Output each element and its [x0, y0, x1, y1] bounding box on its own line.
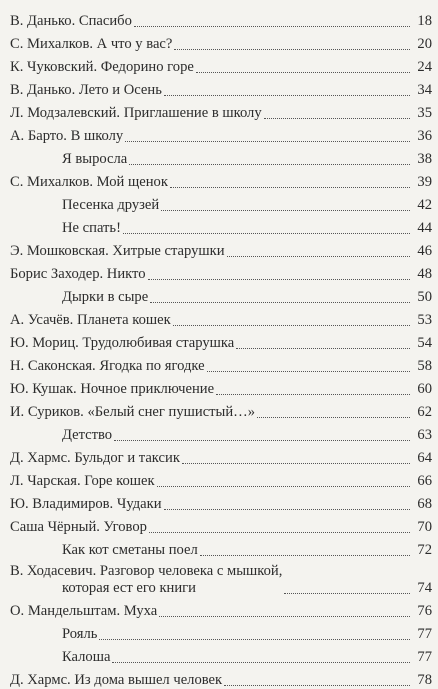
toc-entry-page-number: 62 — [417, 404, 432, 420]
toc-entry — [10, 329, 432, 352]
dot-leader — [150, 302, 410, 303]
toc-entry-title: Рояль — [62, 626, 98, 642]
dot-leader — [196, 72, 410, 73]
dot-leader — [164, 95, 410, 96]
toc-entry-title-line1: В. Ходасевич. Разговор человека с мышкой, — [10, 563, 283, 579]
toc-entry-title: Как кот сметаны поел — [62, 542, 198, 558]
toc-entry-page-number: 76 — [417, 603, 432, 619]
toc-entry — [10, 145, 432, 168]
toc-entry-page-number: 46 — [417, 243, 432, 259]
toc-entry — [10, 191, 432, 214]
toc-entry — [10, 237, 432, 260]
toc-entry-title: В. Данько. Спасибо — [10, 13, 132, 29]
toc-entry — [10, 490, 432, 513]
toc-entry-title: Ю. Кушак. Ночное приключение — [10, 381, 215, 397]
dot-leader — [224, 685, 410, 686]
toc-entry-page-number: 60 — [417, 381, 432, 397]
dot-leader — [159, 616, 410, 617]
toc-entry-page-number: 36 — [417, 128, 432, 144]
toc-entry-page-number: 50 — [417, 289, 432, 305]
toc-entry-page-number: 68 — [417, 496, 432, 512]
toc-entry-page-number: 70 — [417, 519, 432, 535]
toc-entry-title: Н. Саконская. Ягодка по ягодке — [10, 358, 205, 374]
toc-entry — [10, 536, 432, 559]
toc-entry-title: А. Барто. В школу — [10, 128, 124, 144]
dot-leader — [125, 141, 410, 142]
toc-entry-title: И. Суриков. «Белый снег пушистый…» — [10, 404, 256, 420]
dot-leader — [182, 463, 410, 464]
dot-leader — [236, 348, 410, 349]
dot-leader — [123, 233, 410, 234]
dot-leader — [170, 187, 410, 188]
toc-entry — [10, 76, 432, 99]
toc-entry — [10, 559, 432, 597]
toc-entry — [10, 375, 432, 398]
dot-leader — [114, 440, 410, 441]
dot-leader — [134, 26, 410, 27]
toc-entry — [10, 398, 432, 421]
toc-entry — [10, 467, 432, 490]
toc-entry — [10, 352, 432, 375]
toc-entry-title: Ю. Владимиров. Чудаки — [10, 496, 162, 512]
toc-entry — [10, 260, 432, 283]
toc-entry — [10, 99, 432, 122]
dot-leader — [149, 532, 410, 533]
toc-entry-page-number: 20 — [417, 36, 432, 52]
toc-entry-title: А. Усачёв. Планета кошек — [10, 312, 171, 328]
toc-entry-title: Детство — [62, 427, 113, 443]
toc-entry-page-number: 66 — [417, 473, 432, 489]
toc-entry-title-line2: которая ест его книги — [62, 580, 196, 596]
toc-entry-title: Дырки в сыре — [62, 289, 149, 305]
toc-entry — [10, 7, 432, 30]
dot-leader — [148, 279, 410, 280]
dot-leader — [161, 210, 410, 211]
toc-entry — [10, 666, 432, 689]
dot-leader — [112, 662, 410, 663]
toc-entry-page-number: 44 — [417, 220, 432, 236]
toc-entry-title: Д. Хармс. Из дома вышел человек — [10, 672, 223, 688]
toc-entry — [10, 421, 432, 444]
dot-leader — [157, 486, 410, 487]
toc-entry-title: Д. Хармс. Бульдог и таксик — [10, 450, 180, 466]
toc-entry-page-number: 63 — [417, 427, 432, 443]
dot-leader — [164, 509, 410, 510]
toc-entry-title: С. Михалков. Мой щенок — [10, 174, 168, 190]
toc-entry-title: В. Данько. Лето и Осень — [10, 82, 162, 98]
toc-entry-page-number: 58 — [417, 358, 432, 374]
toc-entry — [10, 597, 432, 620]
toc-entry-title: Ю. Мориц. Трудолюбивая старушка — [10, 335, 235, 351]
toc-entry-title: Л. Чарская. Горе кошек — [10, 473, 155, 489]
dot-leader — [227, 256, 410, 257]
toc-entry — [10, 643, 432, 666]
toc-entry — [10, 168, 432, 191]
toc-entry-page-number: 42 — [417, 197, 432, 213]
toc-entry-title: К. Чуковский. Федорино горе — [10, 59, 194, 75]
toc-entry-title: Я выросла — [62, 151, 128, 167]
dot-leader — [284, 593, 410, 594]
toc-entry-page-number: 78 — [417, 672, 432, 688]
dot-leader — [264, 118, 410, 119]
dot-leader — [174, 49, 410, 50]
toc-entry-page-number: 74 — [417, 580, 432, 596]
toc-entry — [10, 444, 432, 467]
toc-entry-title: О. Мандельштам. Муха — [10, 603, 158, 619]
toc-entry-page-number: 48 — [417, 266, 432, 282]
dot-leader — [257, 417, 410, 418]
toc-entry — [10, 283, 432, 306]
toc-entry — [10, 122, 432, 145]
toc-entry — [10, 214, 432, 237]
toc-entry-title: Л. Модзалевский. Приглашение в школу — [10, 105, 262, 121]
toc-entry-page-number: 18 — [417, 13, 432, 29]
toc-entry — [10, 306, 432, 329]
dot-leader — [207, 371, 410, 372]
toc-entry-title: Калоша — [62, 649, 111, 665]
dot-leader — [173, 325, 410, 326]
toc-entry-title: С. Михалков. А что у вас? — [10, 36, 173, 52]
dot-leader — [200, 555, 410, 556]
toc-entry-title: Борис Заходер. Никто — [10, 266, 146, 282]
toc-entry-page-number: 54 — [417, 335, 432, 351]
toc-entry — [10, 513, 432, 536]
toc-entry-page-number: 39 — [417, 174, 432, 190]
toc-entry-title: Песенка друзей — [62, 197, 160, 213]
dot-leader — [99, 639, 410, 640]
toc-entry-page-number: 77 — [417, 649, 432, 665]
toc-entry-page-number: 24 — [417, 59, 432, 75]
toc-entry — [10, 620, 432, 643]
toc-entry-page-number: 34 — [417, 82, 432, 98]
dot-leader — [216, 394, 410, 395]
toc-entry-page-number: 38 — [417, 151, 432, 167]
toc-entry-page-number: 72 — [417, 542, 432, 558]
toc-entry-page-number: 35 — [417, 105, 432, 121]
toc-entry-page-number: 77 — [417, 626, 432, 642]
toc-entry — [10, 53, 432, 76]
toc-entry-title: Не спать! — [62, 220, 121, 236]
dot-leader — [129, 164, 410, 165]
toc-entry-title — [10, 563, 282, 597]
toc-entry-title: Э. Мошковская. Хитрые старушки — [10, 243, 225, 259]
toc-entry-page-number: 64 — [417, 450, 432, 466]
toc-entry — [10, 30, 432, 53]
toc-entry-title: Саша Чёрный. Уговор — [10, 519, 147, 535]
toc-entry-page-number: 53 — [417, 312, 432, 328]
